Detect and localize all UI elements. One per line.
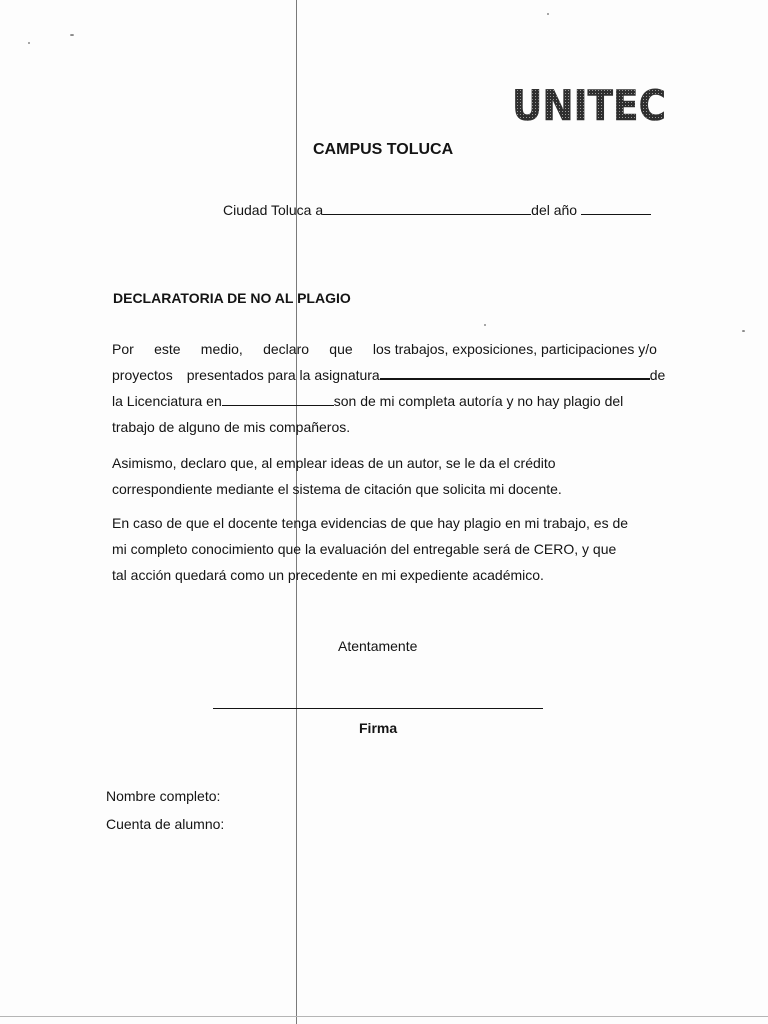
scan-speck (742, 330, 745, 332)
svg-text:UNITEC: UNITEC (512, 81, 666, 130)
paragraph-1-line-3 (112, 388, 665, 414)
word: Por (112, 341, 134, 357)
word: que (329, 341, 353, 357)
date-prefix: Ciudad Toluca a (223, 202, 324, 218)
text-fragment: presentados para la asignatura (186, 367, 380, 383)
paragraph-3 (112, 510, 628, 588)
signature-line (213, 708, 543, 709)
scan-speck (547, 13, 549, 15)
text-fragment: proyectos (112, 367, 173, 383)
closing-text: Atentamente (338, 638, 418, 654)
date-line (223, 201, 651, 218)
subject-blank (380, 365, 650, 380)
full-name-label: Nombre completo: (106, 788, 221, 804)
degree-blank (222, 392, 334, 406)
paragraph-2 (112, 450, 562, 502)
text-fragment: la Licenciatura en (112, 393, 222, 409)
paragraph-1-line-1 (112, 336, 657, 362)
date-middle: del año (531, 202, 578, 218)
scan-speck (484, 324, 486, 326)
unitec-logo (510, 74, 670, 130)
paragraph-2-line-1: Asimismo, declaro que, al emplear ideas de un autor, se le da el crédito (112, 455, 556, 471)
paragraph-3-line-3: tal acción quedará como un precedente en mi expediente académico. (112, 567, 544, 583)
text-fragment: son de mi completa autoría y no hay plagio del (333, 393, 624, 409)
paragraph-3-line-1: En caso de que el docente tenga evidencias de que hay plagio en mi trabajo, es de (112, 515, 629, 531)
paragraph-1-line-4: trabajo de alguno de mis compañeros. (112, 419, 351, 435)
scan-speck (28, 42, 30, 44)
word: declaro (263, 341, 310, 357)
paragraph-2-line-2: correspondiente mediante el sistema de citación que solicita mi docente. (112, 481, 562, 497)
scan-bottom-edge (0, 1016, 768, 1017)
word: este (154, 341, 181, 357)
word: medio, (200, 341, 243, 357)
student-account-label: Cuenta de alumno: (106, 816, 225, 832)
text-fragment: de (649, 367, 666, 383)
signature-label: Firma (359, 720, 398, 736)
paragraph-3-line-2: mi completo conocimiento que la evaluación del entregable será de CERO, y que (112, 541, 617, 557)
scan-speck (70, 34, 74, 36)
date-day-month-blank (323, 201, 531, 215)
paragraph-1-line-2 (112, 362, 665, 388)
year-blank (581, 201, 651, 215)
paragraph-1 (112, 336, 665, 440)
campus-heading: CAMPUS TOLUCA (313, 141, 454, 158)
word: los trabajos, exposiciones, participaciones y/o (372, 341, 657, 357)
declaration-title: DECLARATORIA DE NO AL PLAGIO (113, 290, 351, 306)
